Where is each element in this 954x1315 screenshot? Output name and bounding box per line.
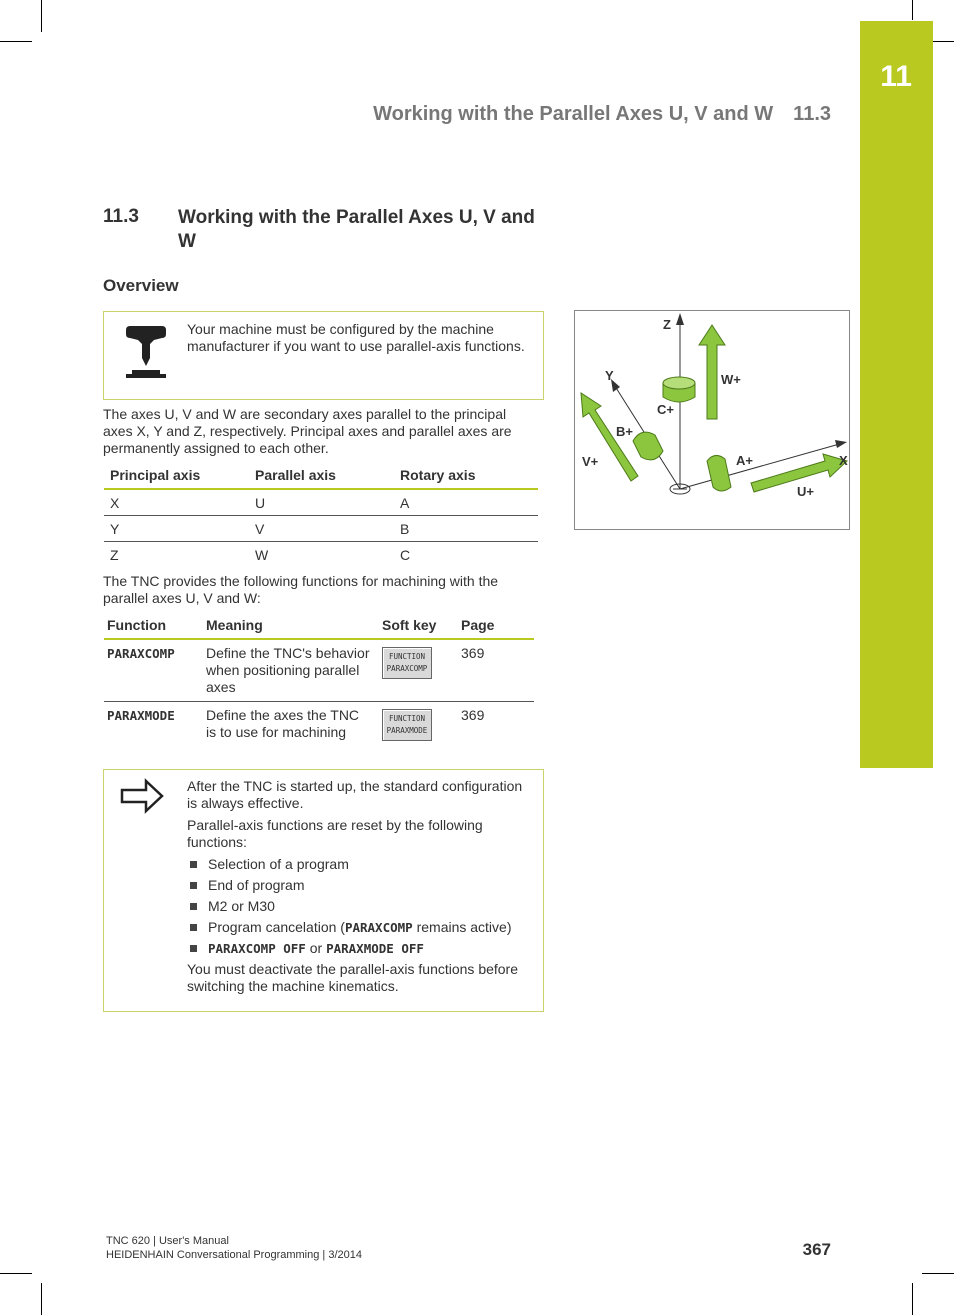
paraxmode-softkey[interactable] <box>382 709 432 741</box>
footer-line: HEIDENHAIN Conversational Programming | 3/2014 <box>106 1249 362 1261</box>
column-header: Parallel axis <box>249 462 394 489</box>
crop-mark <box>0 41 32 42</box>
chapter-number: 11 <box>880 60 912 93</box>
function-code: PARAXMODE <box>107 708 175 723</box>
table-cell: U <box>249 489 394 516</box>
note-paragraph: Parallel-axis functions are reset by the following functions: <box>187 817 483 850</box>
reset-function-list <box>187 856 535 957</box>
note-text: Your machine must be configured by the machine manufacturer if you want to use parallel-axis functions. <box>187 321 525 354</box>
y-label: Y <box>605 368 614 383</box>
functions-intro: The TNC provides the following functions for machining with the parallel axes U, V and W: <box>103 573 499 606</box>
z-axis-arrowhead <box>676 313 684 325</box>
table-cell: A <box>394 489 538 516</box>
a-plus-label: A+ <box>736 453 753 468</box>
softkey-cell <box>376 702 455 762</box>
page-number: 367 <box>802 1240 831 1259</box>
axes-table <box>104 462 538 567</box>
note-content <box>187 778 535 995</box>
machine-manufacturer-icon <box>124 322 168 380</box>
parallel-axes-figure <box>574 310 850 530</box>
table-cell: Z <box>110 546 119 563</box>
table-header-row <box>104 612 534 639</box>
list-text: or <box>305 940 327 956</box>
page-ref: 369 <box>455 639 534 702</box>
function-name <box>104 639 200 702</box>
function-name <box>104 702 200 762</box>
column-header: Principal axis <box>104 462 249 489</box>
column-header: Rotary axis <box>394 462 538 489</box>
intro-paragraph: The axes U, V and W are secondary axes parallel to the principal axes X, Y and Z, respectively. Principal axes and parallel axes are permanently assigned to each other. <box>103 406 512 456</box>
u-plus-label: U+ <box>797 484 814 499</box>
crop-mark <box>912 1283 913 1315</box>
crop-mark <box>912 0 913 20</box>
z-label: Z <box>663 317 671 332</box>
a-plus-rotation <box>707 455 731 491</box>
softkey-line: FUNCTION <box>388 714 426 723</box>
chapter-tab <box>860 21 933 768</box>
running-title: Working with the Parallel Axes U, V and W <box>373 103 774 125</box>
table-cell: Y <box>104 516 249 542</box>
axes-diagram <box>575 311 849 529</box>
x-label: X <box>839 453 848 468</box>
column-header: Function <box>104 612 200 639</box>
b-plus-rotation <box>633 432 663 460</box>
table-cell: W <box>255 546 269 563</box>
running-header <box>300 103 831 126</box>
column-header: Page <box>455 612 534 639</box>
softkey-line: FUNCTION <box>388 652 426 661</box>
list-item <box>187 940 535 957</box>
v-plus-label: V+ <box>582 454 599 469</box>
note-paragraph: You must deactivate the parallel-axis functions before switching the machine kinematics. <box>187 961 519 994</box>
table-row <box>104 542 538 568</box>
running-section: 11.3 <box>793 103 831 125</box>
arrow-right-icon <box>120 778 164 814</box>
reset-note-box <box>103 769 544 1012</box>
list-text: Program cancelation ( <box>208 919 345 935</box>
table-row <box>104 489 538 516</box>
page-ref: 369 <box>461 707 485 723</box>
function-code: PARAXMODE OFF <box>326 941 424 956</box>
subheading: Overview <box>103 276 179 295</box>
crop-mark <box>922 1273 954 1274</box>
table-cell: C <box>400 546 411 563</box>
list-item <box>187 919 535 936</box>
softkey-line: PARAXMODE <box>386 726 428 735</box>
table-cell: X <box>104 489 249 516</box>
column-header: Meaning <box>200 612 376 639</box>
table-cell: V <box>249 516 394 542</box>
machine-note-box <box>103 311 544 400</box>
note-paragraph: After the TNC is started up, the standard configuration is always effective. <box>187 778 523 811</box>
table-cell: B <box>394 516 538 542</box>
paraxcomp-softkey[interactable] <box>382 647 432 679</box>
table-row <box>104 516 538 542</box>
crop-mark <box>41 1283 42 1315</box>
section-number: 11.3 <box>103 206 139 227</box>
function-code: PARAXCOMP OFF <box>208 941 306 956</box>
page-footer <box>106 1234 362 1262</box>
list-item: M2 or M30 <box>187 898 535 915</box>
function-code: PARAXCOMP <box>344 920 413 935</box>
c-plus-label: C+ <box>657 402 674 417</box>
function-code: PARAXCOMP <box>107 646 175 661</box>
crop-mark <box>0 1273 32 1274</box>
x-axis-arrowhead <box>835 440 847 448</box>
table-row <box>104 639 534 702</box>
footer-line: TNC 620 | User's Manual <box>106 1235 229 1247</box>
list-item: Selection of a program <box>187 856 535 873</box>
list-text: remains active) <box>412 919 512 935</box>
b-plus-label: B+ <box>616 424 633 439</box>
table-header-row <box>104 462 538 489</box>
softkey-cell <box>376 639 455 702</box>
list-item: End of program <box>187 877 535 894</box>
function-meaning: Define the TNC's behavior when positioning parallel axes <box>200 639 376 702</box>
function-meaning: Define the axes the TNC is to use for machining <box>206 707 360 740</box>
note-icon-column <box>104 312 186 399</box>
note-icon-column <box>104 770 186 1011</box>
column-header: Soft key <box>376 612 455 639</box>
w-plus-label: W+ <box>721 372 741 387</box>
softkey-line: PARAXCOMP <box>386 664 428 673</box>
crop-mark <box>41 0 42 32</box>
functions-table <box>104 612 534 762</box>
table-row <box>104 702 534 762</box>
section-title: Working with the Parallel Axes U, V and W <box>178 207 535 252</box>
